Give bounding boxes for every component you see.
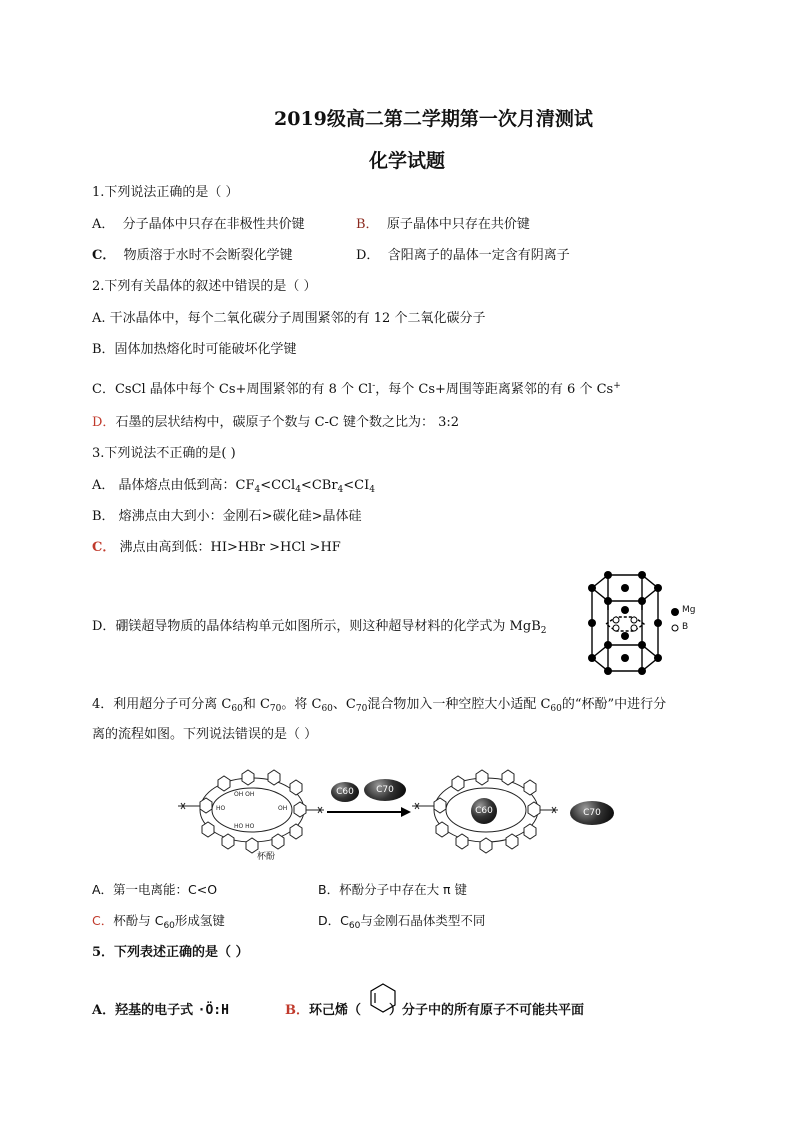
- q5-option-a: A．羟基的电子式 ·Ö:H: [92, 1003, 229, 1018]
- q1-option-d: D． 含阳离子的晶体一定含有阴离子: [356, 248, 570, 263]
- legend-mg-label: Mg: [682, 605, 696, 615]
- c70-ball-2: C70: [570, 801, 614, 825]
- q1-stem: 1.下列说法正确的是（ ）: [92, 185, 239, 200]
- q4-option-d: D．$C_{60}$与金刚石晶体类型不同: [318, 913, 486, 931]
- svg-text:HO HO: HO HO: [234, 823, 255, 830]
- q2-option-b: B．固体加热熔化时可能破坏化学键: [92, 342, 297, 357]
- hydroxyl-electron-formula: ·Ö:H: [197, 1003, 229, 1018]
- q1-option-b: B． 原子晶体中只存在共价键: [356, 217, 530, 232]
- calixarene-left-figure: [178, 766, 326, 862]
- page-title: 2019级高二第二学期第一次月清测试: [274, 108, 593, 130]
- q1-option-c: C． 物质溶于水时不会断裂化学键: [92, 248, 293, 263]
- c60-ball-1: C60: [331, 782, 359, 802]
- svg-text:HO: HO: [216, 805, 226, 812]
- q4-stem-line2: 离的流程如图。下列说法错误的是（ ）: [92, 727, 318, 742]
- q3-stem: 3.下列说法不正确的是( ): [92, 446, 236, 461]
- q2-stem: 2.下列有关晶体的叙述中错误的是（ ）: [92, 279, 317, 294]
- svg-text:OH: OH: [278, 805, 288, 812]
- q1-option-a: A． 分子晶体中只存在非极性共价键: [92, 217, 305, 232]
- q3-option-c: C． 沸点由高到低：HI>HBr >HCl >HF: [92, 540, 341, 555]
- q2-option-a: A. 干冰晶体中，每个二氧化碳分子周围紧邻的有 12 个二氧化碳分子: [92, 311, 486, 326]
- flow-arrow-icon: [327, 806, 411, 818]
- legend-b-label: B: [682, 622, 689, 632]
- q2-option-c: C．CsCl 晶体中每个 Cs+周围紧邻的有 8 个 Cl-，每个 Cs+周围等距离紧邻的有 6 个 Cs+: [92, 381, 621, 397]
- c70-ball-1: C70: [364, 779, 406, 801]
- calixarene-label: 杯酚: [257, 852, 276, 862]
- q3-option-d: D．硼镁超导物质的晶体结构单元如图所示，则这种超导材料的化学式为 MgB$_2$: [92, 619, 547, 636]
- q2-option-d: D．石墨的层状结构中，碳原子个数与 C-C 键个数之比为： 3:2: [92, 415, 460, 430]
- q4-option-c: C．杯酚与 $C_{60}$形成氢键: [92, 913, 225, 931]
- q4-option-b: B．杯酚分子中存在大 π 键: [318, 882, 468, 897]
- q4-option-a: A．第一电离能：C<O: [92, 882, 218, 897]
- q3-option-b: B． 熔沸点由大到小：金刚石>碳化硅>晶体硅: [92, 509, 362, 524]
- q3-option-a: A． 晶体熔点由低到高：$CF_4<CCl_4<CBr_4<CI_4$: [92, 478, 375, 495]
- svg-text:OH OH: OH OH: [234, 791, 255, 798]
- q5-stem: 5．下列表述正确的是（ ）: [92, 945, 249, 960]
- c60-ball-encapsulated: C60: [471, 798, 497, 824]
- page-subtitle: 化学试题: [369, 150, 446, 172]
- q4-stem-line1: 4．利用超分子可分离 $C_{60}$和 $C_{70}$。将 $C_{60}$、$C_{70}$混合物加入一种空腔大小适配 $C_{60}$的“杯酚”中进行分: [92, 697, 667, 714]
- cyclohexene-icon: [368, 982, 398, 1016]
- q5-option-b: B．环己烯（ ）分子中的所有原子不可能共平面: [285, 1003, 585, 1018]
